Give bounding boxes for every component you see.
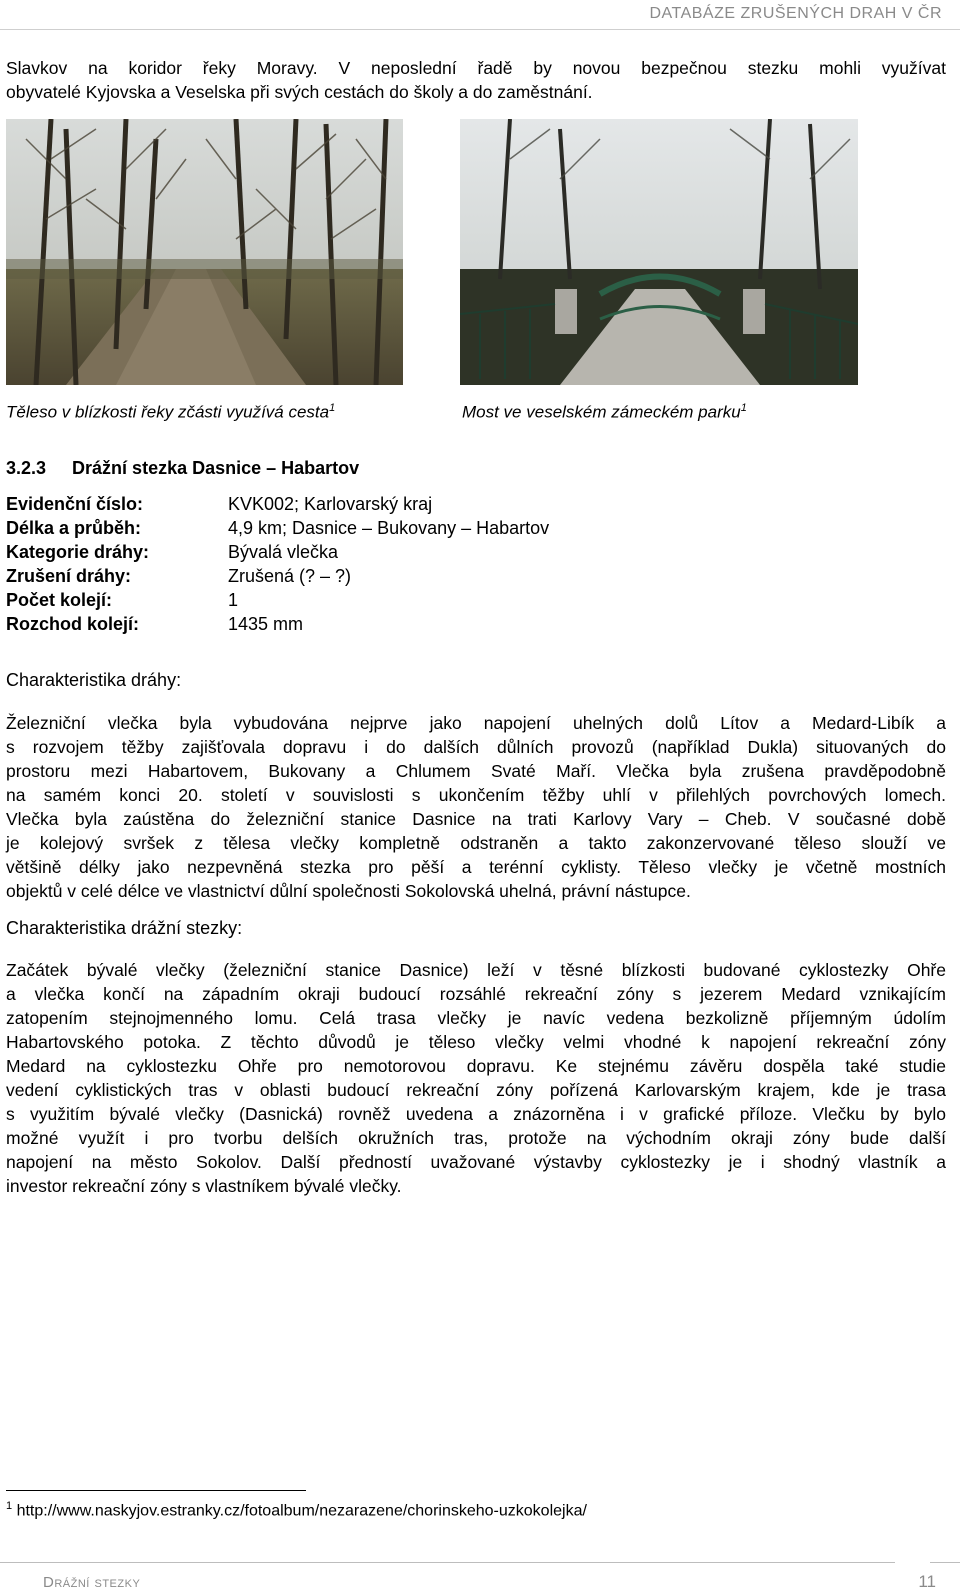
running-header: DATABÁZE ZRUŠENÝCH DRAH V ČR — [649, 5, 942, 22]
photo-forest-path — [6, 119, 403, 385]
footer-divider-page — [930, 1562, 960, 1563]
text-line: Železniční vlečka byla vybudována nejprve jako napojení uhelných dolů Lítov a Medard-Libík a — [6, 713, 946, 733]
detail-key: Evidenční číslo: — [6, 494, 144, 514]
text-line: s využitím bývalé vlečky (Dasnická) rovněž uvedena a znázorněna i v grafické příloze. Vlečku by bylo — [6, 1104, 946, 1124]
text-line: na samém konci 20. století v souvislosti s ukončením těžby uhlí v přilehlých povrchových lomech. — [6, 785, 946, 805]
detail-value: 1 — [228, 590, 239, 610]
photo-park-bridge — [460, 119, 858, 385]
detail-value: 1435 mm — [228, 614, 304, 634]
text-line: zatopením stejnojmenného lomu. Celá trasa vlečky je navíc vedena bezkolizně příjemným údolím — [6, 1008, 946, 1028]
section-heading — [6, 458, 359, 479]
page-number: 11 — [918, 1572, 936, 1591]
text-line: Vlečka byla zaústěna do železniční stanice Dasnice na trati Karlovy Vary – Cheb. V současné době — [6, 809, 946, 829]
detail-value: Zrušená (? – ?) — [228, 566, 352, 586]
track-characteristics-heading: Charakteristika dráhy: — [6, 670, 182, 690]
detail-key: Počet kolejí: — [6, 590, 113, 610]
text-line: Medard na cyklostezku Ohře pro nemotorovou dopravu. Ke stejnému závěru dospěla také studie — [6, 1056, 946, 1076]
detail-key: Kategorie dráhy: — [6, 542, 150, 562]
text-line: prostoru mezi Habartovem, Bukovany a Chlumem Svaté Maří. Vlečka byla zrušena pravděpodobně — [6, 761, 946, 781]
text-line: a vlečka končí na západním okraji budoucí rozsáhlé rekreační zóny s jezerem Medard vznikajícím — [6, 984, 946, 1004]
text-line: investor rekreační zóny s vlastníkem bývalé vlečky. — [6, 1176, 402, 1196]
text-line: napojení na město Sokolov. Další předností uvažované výstavby cyklostezky je i shodný vlastník a — [6, 1152, 946, 1172]
photo-caption-1: Těleso v blízkosti řeky zčásti využívá cesta$^1$ — [6, 402, 336, 422]
text-line: vedení cyklistických tras v oblasti budoucí rekreační zóny pořízená Karlovarským krajem, kde je trasa — [6, 1080, 946, 1100]
section-number: 3.2.3 — [6, 458, 47, 478]
text-line: možné využít i pro tvorbu delších okružních tras, protože na východním okraji zóny bude další — [6, 1128, 946, 1148]
detail-key: Rozchod kolejí: — [6, 614, 140, 634]
text-line: Začátek bývalé vlečky (železniční stanice Dasnice) leží v těsné blízkosti budované cyklostezky Ohře — [6, 960, 946, 980]
detail-value: 4,9 km; Dasnice – Bukovany – Habartov — [228, 518, 550, 538]
detail-key: Zrušení dráhy: — [6, 566, 132, 586]
footnote-number: 1 — [6, 1500, 13, 1512]
footnote-divider — [6, 1490, 306, 1491]
footer-divider — [0, 1562, 895, 1563]
photo-caption-2: Most ve veselském zámeckém parku$^1$ — [462, 402, 747, 422]
track-characteristics-paragraph — [6, 711, 946, 903]
detail-value: KVK002; Karlovarský kraj — [228, 494, 433, 514]
header-divider — [0, 29, 960, 30]
path-characteristics-paragraph — [6, 958, 946, 1198]
text-line: Habartovského potoka. Z těchto důvodů je těleso vlečky velmi vhodné k napojení rekreační zóny — [6, 1032, 946, 1052]
footer-section-name: Drážní stezky — [43, 1574, 141, 1591]
detail-value: Bývalá vlečka — [228, 542, 339, 562]
text-line: objektů v celé délce ve vlastnictví důlní společnosti Sokolovská uhelná, právní nástupce. — [6, 881, 691, 901]
footnote — [6, 1500, 587, 1520]
intro-paragraph — [6, 56, 946, 104]
detail-key: Délka a průběh: — [6, 518, 142, 538]
text-line: s rozvojem těžby zajišťovala dopravu i do dalších důlních provozů (například Dukla) situovaných do — [6, 737, 946, 757]
section-title: Drážní stezka Dasnice – Habartov — [72, 458, 360, 478]
path-characteristics-heading: Charakteristika drážní stezky: — [6, 918, 243, 938]
text-line: většině délky jako nezpevněná stezka pro pěší a terénní cyklisty. Těleso vlečky je včetně mostních — [6, 857, 946, 877]
text-line: Slavkov na koridor řeky Moravy. V neposlední řadě by novou bezpečnou stezku mohli využívat — [6, 58, 946, 78]
footnote-link[interactable]: http://www.naskyjov.estranky.cz/fotoalbum/nezarazene/chorinskeho-uzkokolejka/ — [16, 1502, 587, 1520]
footnote-ref: 1 — [329, 402, 336, 414]
footnote-ref: 1 — [740, 402, 747, 414]
text-line: obyvatelé Kyjovska a Veselska při svých cestách do školy a do zaměstnání. — [6, 82, 593, 102]
text-line: je kolejový svršek z tělesa vlečky kompletně odstraněn a takto zakonzervované těleso slouží ve — [6, 833, 946, 853]
